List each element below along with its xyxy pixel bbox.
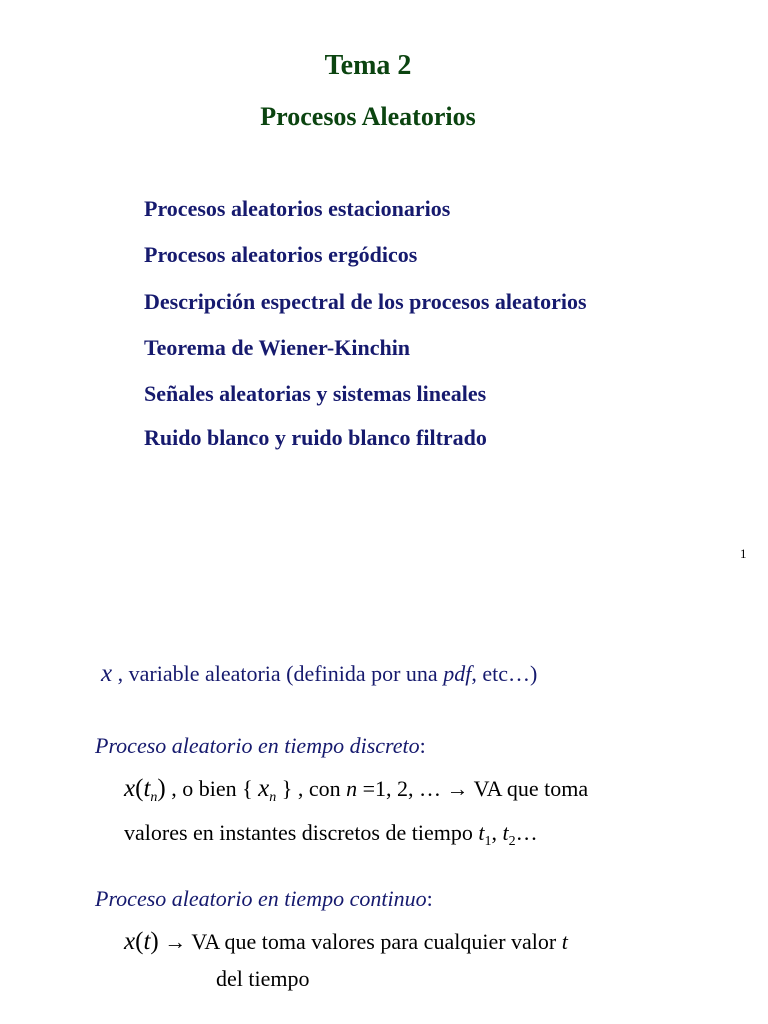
discrete-comma: ,: [491, 820, 503, 845]
discrete-text-b: } , con: [276, 776, 347, 801]
topic-item: Ruido blanco y ruido blanco filtrado: [144, 425, 487, 450]
discrete-definition-line: [124, 775, 588, 806]
discrete-text-a: , o bien {: [165, 776, 259, 801]
topic-item: Señales aleatorias y sistemas lineales: [144, 381, 487, 406]
discrete-values-text: valores en instantes discretos de tiempo: [124, 820, 479, 845]
rv-text-a: , variable aleatoria (definida por una: [112, 661, 444, 686]
discrete-sub1: 1: [484, 834, 492, 849]
discrete-paren-open: (: [135, 775, 144, 802]
discrete-n-sub: n: [150, 790, 158, 805]
discrete-heading-label: Proceso aleatorio en tiempo discreto: [95, 733, 420, 758]
discrete-text-c: =1, 2, … → VA que toma: [357, 776, 589, 801]
slide-subtitle: Procesos Aleatorios: [260, 102, 476, 131]
continuous-heading: [95, 886, 433, 912]
var-x: x: [101, 660, 113, 687]
discrete-heading-colon: :: [419, 733, 426, 758]
discrete-x: x: [124, 775, 136, 802]
rv-pdf: pdf: [443, 661, 472, 686]
page-number: 1: [740, 546, 747, 561]
topic-item: Procesos aleatorios ergódicos: [144, 242, 418, 267]
discrete-t: t: [143, 775, 151, 802]
discrete-ellipsis: …: [515, 820, 538, 845]
continuous-paren-open: (: [135, 928, 144, 955]
topic-item: Teorema de Wiener-Kinchin: [144, 335, 411, 360]
discrete-sub2: 2: [508, 834, 516, 849]
discrete-values-line: [124, 820, 538, 850]
rv-text-b: , etc…): [471, 661, 538, 686]
continuous-t-end: t: [561, 929, 568, 954]
discrete-x2: x: [258, 775, 270, 802]
discrete-t1: t: [478, 820, 485, 845]
continuous-heading-colon: :: [426, 886, 433, 911]
discrete-paren-close: ): [157, 775, 166, 802]
continuous-text: → VA que toma valores para cualquier valor: [158, 929, 562, 954]
continuous-definition-line: [124, 928, 568, 956]
topic-item: Procesos aleatorios estacionarios: [144, 196, 451, 221]
discrete-heading: [95, 733, 426, 759]
continuous-paren-close: ): [150, 928, 159, 955]
continuous-x: x: [124, 928, 136, 955]
discrete-t2: t: [502, 820, 509, 845]
slide-title: Tema 2: [324, 50, 412, 81]
continuous-t: t: [143, 928, 151, 955]
continuous-time-line: del tiempo: [216, 966, 310, 991]
topic-item: Descripción espectral de los procesos aleatorios: [144, 289, 587, 314]
continuous-heading-label: Proceso aleatorio en tiempo continuo: [95, 886, 427, 911]
discrete-n: n: [346, 776, 358, 801]
random-variable-line: [101, 660, 537, 688]
discrete-n-sub2: n: [269, 790, 277, 805]
